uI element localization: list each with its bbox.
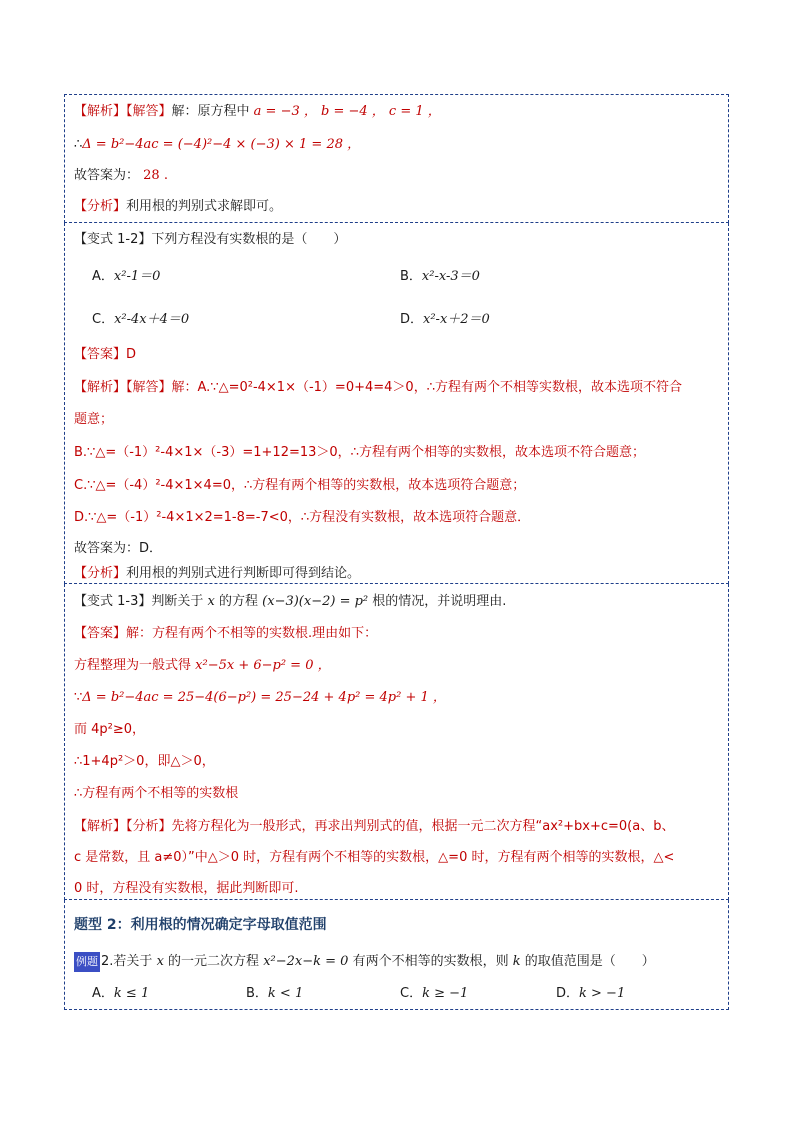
option-text: k ≤ 1 [113,986,150,1001]
solution-line-3 [74,166,168,186]
step-4: ∴1+4p²＞0，即△＞0， [74,754,215,769]
answer-value: 28 . [143,168,168,183]
solution-text: 解：原方程中 [171,104,250,119]
fenxi-tag: 【分析】 [74,566,127,581]
question-text: 的方程 [219,594,259,609]
answer-label: 故答案为： [74,168,140,183]
step-text: 方程整理为一般式得 [74,658,192,673]
option-text: x²-4x＋4＝0 [114,312,190,327]
answer-tag: 【答案】 [74,626,127,641]
option-text: x²-1＝0 [113,269,161,284]
option-label: D． [400,312,424,327]
option-c [400,984,468,1004]
question-text: 的取值范围是（ ） [524,954,655,969]
analysis-tags: 【解析】【解答】 [74,380,172,395]
equation-math: (x−3)(x−2) = p² [262,594,369,609]
solution-line-2 [74,135,360,155]
option-label: B． [246,986,268,1001]
option-text: k < 1 [267,986,304,1001]
analysis-line-b: B.∵△=（-1）²-4×1×（-3）=1+12=13＞0，∴方程有两个相等的实数根，故本选项不符合题意； [74,445,645,460]
analysis-tags: 【解析】【解答】 [74,104,172,119]
fenxi-text: 利用根的判别式进行判断即可得到结论。 [126,566,361,581]
variant-1-2-title [74,230,346,250]
option-text: k > −1 [579,986,626,1001]
because-symbol: ∵ [74,690,83,705]
option-b [400,267,480,287]
option-label: A． [92,986,114,1001]
variable: x [207,594,215,609]
step-5: ∴方程有两个不相等的实数根 [74,786,239,801]
example-question [74,952,655,972]
analysis-text: 解：A.∵△=0²-4×1×（-1）=0+4=4＞0，∴方程有两个不相等实数根，故本选项不符合 [171,380,682,395]
variable: k [512,954,521,969]
fenxi-text: 利用根的判别式求解即可。 [126,199,283,214]
fenxi-tag: 【分析】 [74,199,127,214]
example-badge: 例题 [74,952,100,972]
equation-math: x²−2x−k = 0 [263,954,349,969]
answer-value: D [126,347,137,362]
option-text: k ≥ −1 [422,986,469,1001]
variant-1-2-box [64,223,729,584]
analysis-line-d: D.∵△=（-1）²-4×1×2=1-8=-7<0，∴方程没有实数根，故本选项符合题意． [74,510,531,525]
option-text: x²-x-3＝0 [421,269,480,284]
answer-line [74,345,136,365]
variant-tag: 【变式 1-2】 [74,232,152,247]
option-label: A． [92,269,114,284]
option-label: C． [92,312,115,327]
analysis-line-c: C.∵△=（-4）²-4×1×4=0，∴方程有两个相等的实数根，故本选项符合题意； [74,478,526,493]
variant-question: 下列方程没有实数根的是（ ） [151,232,347,247]
answer-text: 解：方程有两个不相等的实数根.理由如下： [126,626,378,641]
final-answer-line: 故答案为：D． [74,541,163,556]
option-label: B． [400,269,422,284]
option-label: D． [556,986,580,1001]
step-2 [74,688,446,708]
analysis-tags: 【解析】【分析】 [74,819,172,834]
solution-line-1 [74,102,441,122]
fenxi-line [74,564,360,584]
step-math: x²−5x + 6−p² = 0 ， [195,658,331,673]
question-text: 有两个不相等的实数根，则 [352,954,509,969]
variant-1-3-title [74,592,506,612]
question-text: 判断关于 [151,594,204,609]
analysis-line-1 [74,817,674,837]
section-heading: 题型 2：利用根的情况确定字母取值范围 [74,917,327,933]
question-text: 根的情况，并说明理由. [372,594,507,609]
question-text: 若关于 [113,954,153,969]
solution-line-4 [74,197,282,217]
analysis-line-a1 [74,378,682,398]
question-number: 2. [101,954,114,969]
option-text: x²-x＋2＝0 [423,312,490,327]
analysis-line-a2: 题意； [74,412,114,427]
answer-line [74,624,377,644]
variant-tag: 【变式 1-3】 [74,594,152,609]
step-1 [74,656,331,676]
option-d [400,310,490,330]
analysis-line-3: 0 时，方程没有实数根，据此判断即可. [74,881,299,896]
option-a [92,267,160,287]
answer-tag: 【答案】 [74,347,127,362]
therefore-symbol: ∴ [74,137,83,152]
option-b [246,984,303,1004]
variable: x [156,954,164,969]
option-d [556,984,625,1004]
analysis-text: 先将方程化为一般形式，再求出判别式的值，根据一元二次方程“ax²+bx+c=0(a、b、 [171,819,675,834]
option-a [92,984,149,1004]
step-math: Δ = b²−4ac = 25−4(6−p²) = 25−24 + 4p² = 4p² + 1 ， [82,690,446,705]
analysis-line-2: c 是常数，且 a≠0）”中△＞0 时，方程有两个不相等的实数根，△=0 时，方程有两个相等的实数根，△< [74,850,675,865]
option-label: C． [400,986,423,1001]
coefficients-math: a = −3 ， b = −4 ， c = 1 ， [253,104,441,119]
discriminant-math: Δ = b²−4ac = (−4)²−4 × (−3) × 1 = 28 ， [82,137,361,152]
question-text: 的一元二次方程 [168,954,260,969]
option-c [92,310,189,330]
step-3: 而 4p²≥0， [74,722,146,737]
